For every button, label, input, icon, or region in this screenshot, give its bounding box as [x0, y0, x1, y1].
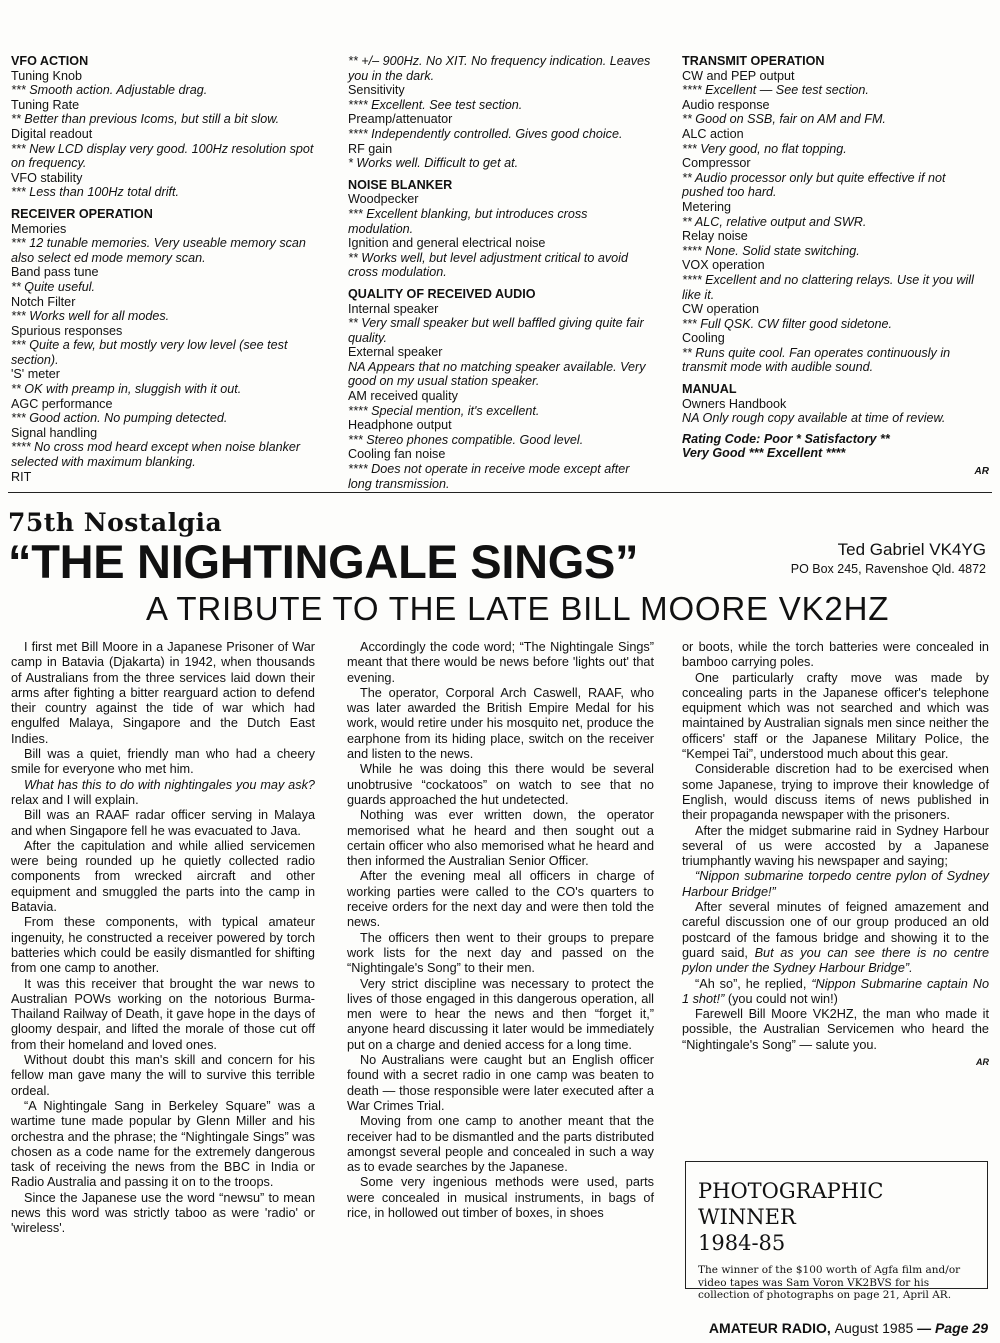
- paragraph: One particularly crafty move was made by concealing parts in the Japanese officer's telephone equipment which was not searched and which was maintained by Australian signals men since neither the officers' staff or the Japanese Military Police, the “Kempei Tai”, understood much about this gear.: [682, 670, 989, 762]
- review-comment: **** Special mention, it's excellent.: [348, 403, 540, 418]
- review-column-2: [348, 54, 655, 491]
- review-item-label: Sensitivity: [348, 83, 405, 98]
- paragraph: Moving from one camp to another meant that the receiver had to be dismantled and the parts distributed amongst several people and concealed in such a way as to evade searches by the Japanese.: [347, 1114, 654, 1175]
- review-item-label: Compressor: [682, 156, 751, 171]
- review-comment: ** ALC, relative output and SWR.: [682, 214, 867, 229]
- review-comment: ** Runs quite cool. Fan operates continuously in transmit mode with audible sound.: [682, 345, 951, 375]
- review-item-label: Woodpecker: [348, 192, 419, 207]
- review-column-3-items: [682, 54, 989, 426]
- review-comment: **** Does not operate in receive mode except after long transmission.: [348, 462, 630, 491]
- review-item-label: AM received quality: [348, 389, 458, 404]
- quote-newspaper: “Nippon submarine torpedo centre pylon of Sydney Harbour Bridge!”: [682, 869, 989, 899]
- paragraph: Without doubt this man's skill and concern for his fellow man gave many the will to survive this terrible ordeal.: [11, 1053, 315, 1098]
- review-comment: *** Stereo phones compatible. Good level.: [348, 432, 584, 447]
- paragraph: Farewell Bill Moore VK2HZ, the man who made it possible, the Australian Servicemen who heard the “Nightingale's Song” — salute you.: [682, 1007, 989, 1052]
- winner-title: PHOTOGRAPHIC WINNER: [698, 1179, 884, 1229]
- author-address: PO Box 245, Ravenshoe Qld. 4872: [790, 562, 986, 576]
- article-column-2: [347, 640, 654, 1221]
- paragraph: It was this receiver that brought the war news to Australian POWs working on the notorious Burma-Thailand Railway of Death, it gave hope in the days of gloomy despair, and lifted the morale of those cut off from their homeland and loved ones.: [11, 976, 315, 1052]
- review-section-heading: NOISE BLANKER: [348, 177, 453, 192]
- review-item-label: Internal speaker: [348, 301, 439, 316]
- review-section-heading: VFO ACTION: [11, 54, 89, 68]
- review-section-heading: TRANSMIT OPERATION: [682, 54, 825, 68]
- ahso-lead: “Ah so”, he replied,: [695, 976, 812, 991]
- paragraph: The officers then went to their groups to prepare work lists for the next day and passed on the “Nightingale's Song” to their men.: [347, 930, 654, 976]
- quote-bridge: But as you can see there is no centre pylon under the Sydney Harbour Bridge”.: [682, 945, 990, 976]
- paragraph: [11, 778, 315, 809]
- magazine-name: AMATEUR RADIO,: [708, 1320, 831, 1336]
- review-comment: *** Very good, no flat topping.: [682, 141, 847, 156]
- review-item-label: Notch Filter: [11, 294, 76, 309]
- review-comment: ** Works well, but level adjustment critical to avoid cross modulation.: [348, 250, 628, 280]
- paragraph: Bill was an RAAF radar officer serving in Malaya and when Singapore fell he was evacuated to Java.: [11, 808, 315, 838]
- rating-code-line-2: Very Good *** Excellent ****: [682, 446, 846, 461]
- paragraph: Accordingly the code word; “The Nightingale Sings” meant that there would be news before 'lights out' that evening.: [347, 640, 654, 685]
- paragraph: From these components, with typical amateur ingenuity, he constructed a receiver powered by torch batteries which could be easily dismantled for shifting from one camp to another.: [11, 915, 315, 976]
- paragraph: Some very ingenious methods were used, parts were concealed in musical instruments, in bags of rice, in hollowed out timber of boxes, in shoes: [347, 1175, 654, 1220]
- review-signoff: AR: [974, 466, 989, 478]
- review-comment: *** Works well for all modes.: [11, 309, 170, 324]
- review-item-label: Tuning Rate: [11, 97, 80, 112]
- winner-body: The winner of the $100 worth of Agfa film and/or video tapes was Sam Voron VK2BVS for his collection of photographs on page 21, April AR.: [698, 1264, 961, 1301]
- review-comment: *** 12 tunable memories. Very useable memory scan also select ed mode memory scan.: [11, 236, 306, 265]
- paragraph-text: After several minutes of feigned amazement and careful discussion one of our group produced an old postcard of the famous bridge and showing it to the guard said,: [682, 900, 989, 960]
- review-item-label: Cooling fan noise: [348, 447, 446, 462]
- review-comment: ** Good on SSB, fair on AM and FM.: [682, 112, 886, 127]
- paragraph: Very strict discipline was necessary to protect the lives of those engaged in this dangerous operation, all men were to hear the news and then “forget it,” anyone heard discussing it later would be immediately put on a charge and denied access for a long time.: [347, 976, 654, 1052]
- review-comment: **** Excellent and no clattering relays. Use it you will like it.: [682, 272, 974, 302]
- review-item-label: RF gain: [348, 141, 393, 156]
- review-item-label: Audio response: [682, 97, 770, 112]
- review-comment: *** Excellent blanking, but introduces cross modulation.: [348, 206, 588, 236]
- page-footer: [709, 1320, 988, 1336]
- review-section-heading: MANUAL: [682, 382, 737, 397]
- section-divider: [8, 492, 992, 493]
- review-item-label: RIT: [11, 469, 32, 484]
- review-item-label: Ignition and general electrical noise: [348, 236, 546, 251]
- review-comment: * Works well. Difficult to get at.: [348, 156, 519, 171]
- paragraph: [682, 900, 989, 976]
- article-column-1: [11, 640, 315, 1237]
- paragraph: After the midget submarine raid in Sydney Harbour several of us were accosted by a Japanese triumphantly waving his newspaper and saying;: [682, 823, 989, 869]
- paragraph: After the capitulation and while allied servicemen were being rounded up he quietly collected radio components from wrecked aircraft and other equipment and smuggled the parts into the camp in Batavia.: [11, 838, 315, 915]
- paragraph: I first met Bill Moore in a Japanese Prisoner of War camp in Batavia (Djakarta) in 1942, when thousands of Australians from the three services laid down their arms after fighting a bitter rearguard action to defend their country against the tide of war which had engulfed Malaya, Singapore and the Dutch East Indies.: [11, 640, 315, 746]
- review-item-label: Owners Handbook: [682, 396, 787, 411]
- question-italic: What has this to do with nightingales you may ask?: [24, 777, 315, 792]
- review-item-label: 'S' meter: [11, 367, 60, 382]
- page-number: — Page 29: [917, 1320, 988, 1336]
- review-section-heading: QUALITY OF RECEIVED AUDIO: [348, 286, 536, 301]
- paragraph: While he was doing this there would be several unobtrusive “cockatoos” on watch to see that no guards approached the hut undetected.: [347, 762, 654, 807]
- review-item-label: External speaker: [348, 345, 443, 360]
- review-item-label: ALC action: [682, 126, 744, 141]
- review-comment: ** +/– 900Hz. No XIT. No frequency indication. Leaves you in the dark.: [348, 54, 651, 83]
- review-item-label: Band pass tune: [11, 265, 99, 280]
- article-title: “THE NIGHTINGALE SINGS”: [8, 535, 639, 588]
- review-comment: *** New LCD display very good. 100Hz resolution spot on frequency.: [11, 141, 314, 171]
- review-item-label: CW and PEP output: [682, 68, 795, 83]
- paragraph: Bill was a quiet, friendly man who had a cheery smile for everyone who met him.: [11, 747, 315, 777]
- review-item-label: Spurious responses: [11, 323, 123, 338]
- review-item-label: CW operation: [682, 302, 759, 317]
- paragraph: “A Nightingale Sang in Berkeley Square” was a wartime tune made popular by Glenn Miller and his orchestra and the phrase; the “Nightingale Sings” was chosen as a code name for the extremely dangerous task of receiving the news from the BBC in India or Radio Australia and passing it on to the troops.: [11, 1098, 315, 1190]
- review-comment: *** Good action. No pumping detected.: [11, 411, 228, 426]
- paragraph: The operator, Corporal Arch Caswell, RAAF, who was later awarded the British Empire Medal for his work, would retire under his mosquito net, produce the earphone from its hiding place, switch on the receiver and listen to the news.: [347, 685, 654, 762]
- issue-date: August 1985: [834, 1320, 914, 1336]
- author-name: Ted Gabriel VK4YG: [837, 540, 986, 559]
- paragraph: [682, 977, 989, 1008]
- paragraph: Since the Japanese use the word “newsu” to mean news this word was strictly taboo as were 'radio' or 'wireless'.: [11, 1190, 315, 1236]
- review-comment: NA Only rough copy available at time of review.: [682, 411, 946, 426]
- review-comment: *** Smooth action. Adjustable drag.: [11, 83, 208, 98]
- review-item-label: AGC performance: [11, 396, 113, 411]
- article-subtitle: A TRIBUTE TO THE LATE BILL MOORE VK2HZ: [146, 590, 890, 627]
- review-comment: **** Excellent — See test section.: [682, 83, 869, 98]
- paragraph: No Australians were caught but an English officer found with a secret radio in one camp was beaten to death — those responsible were later executed after a War Crimes Trial.: [347, 1053, 654, 1113]
- review-comment: **** None. Solid state switching.: [682, 243, 860, 258]
- review-item-label: Metering: [682, 199, 731, 214]
- review-comment: ** Better than previous Icoms, but still a bit slow.: [11, 112, 280, 127]
- article-column-3: [682, 640, 989, 1070]
- article-signoff: AR: [976, 1057, 989, 1068]
- review-section-heading: RECEIVER OPERATION: [11, 206, 153, 221]
- review-comment: ** OK with preamp in, sluggish with it out.: [11, 382, 242, 397]
- rating-code-line-1: Rating Code: Poor * Satisfactory **: [682, 431, 890, 446]
- ahso-tail: (you could not win!): [724, 991, 838, 1006]
- review-column-1: [11, 54, 317, 484]
- review-comment: *** Full QSK. CW filter good sidetone.: [682, 316, 892, 331]
- paragraph: Nothing was ever written down, the operator memorised what he heard and then sought out a certain officer who also memorised what he heard and then informed the Australian Senior Officer.: [347, 808, 654, 869]
- review-comment: **** Independently controlled. Gives good choice.: [348, 126, 623, 141]
- question-rest: relax and I will explain.: [11, 792, 139, 807]
- photographic-winner-box: [685, 1161, 988, 1301]
- review-item-label: Digital readout: [11, 126, 93, 141]
- byline: [791, 539, 986, 578]
- review-comment: NA Appears that no matching speaker available. Very good on my usual station speaker.: [348, 359, 646, 389]
- review-item-label: Tuning Knob: [11, 68, 82, 83]
- review-column-3: [682, 54, 989, 480]
- review-comment: *** Quite a few, but mostly very low level (see test section).: [11, 338, 288, 367]
- review-comment: **** No cross mod heard except when noise blanker selected with maximum blanking.: [11, 440, 301, 470]
- review-comment: *** Less than 100Hz total drift.: [11, 185, 180, 200]
- paragraph: or boots, while the torch batteries were concealed in bamboo carrying poles.: [682, 640, 989, 670]
- review-item-label: VFO stability: [11, 170, 83, 185]
- quote-captain: “Nippon Submarine captain No 1 shot!”: [682, 976, 989, 1006]
- section-kicker: 75th Nostalgia: [8, 508, 223, 537]
- paragraph: Considerable discretion had to be exercised when some Japanese, trying to improve their knowledge of English, would discuss items of news published in their propaganda newspaper with the prisoners.: [682, 762, 989, 823]
- review-item-label: VOX operation: [682, 258, 765, 273]
- review-comment: ** Quite useful.: [11, 279, 96, 294]
- review-item-label: Relay noise: [682, 229, 748, 244]
- review-comment: **** Excellent. See test section.: [348, 97, 523, 112]
- review-item-label: Signal handling: [11, 425, 98, 440]
- review-comment: ** Audio processor only but quite effective if not pushed too hard.: [682, 170, 946, 200]
- review-comment: ** Very small speaker but well baffled giving quite fair quality.: [348, 316, 644, 345]
- review-item-label: Headphone output: [348, 418, 452, 433]
- review-item-label: Preamp/attenuator: [348, 112, 453, 127]
- paragraph: After the evening meal all officers in charge of working parties were called to the CO's quarters to receive orders for the next day and were then told the news.: [347, 869, 654, 930]
- review-item-label: Cooling: [682, 331, 725, 346]
- winner-year: 1984-85: [698, 1231, 786, 1255]
- review-item-label: Memories: [11, 221, 67, 236]
